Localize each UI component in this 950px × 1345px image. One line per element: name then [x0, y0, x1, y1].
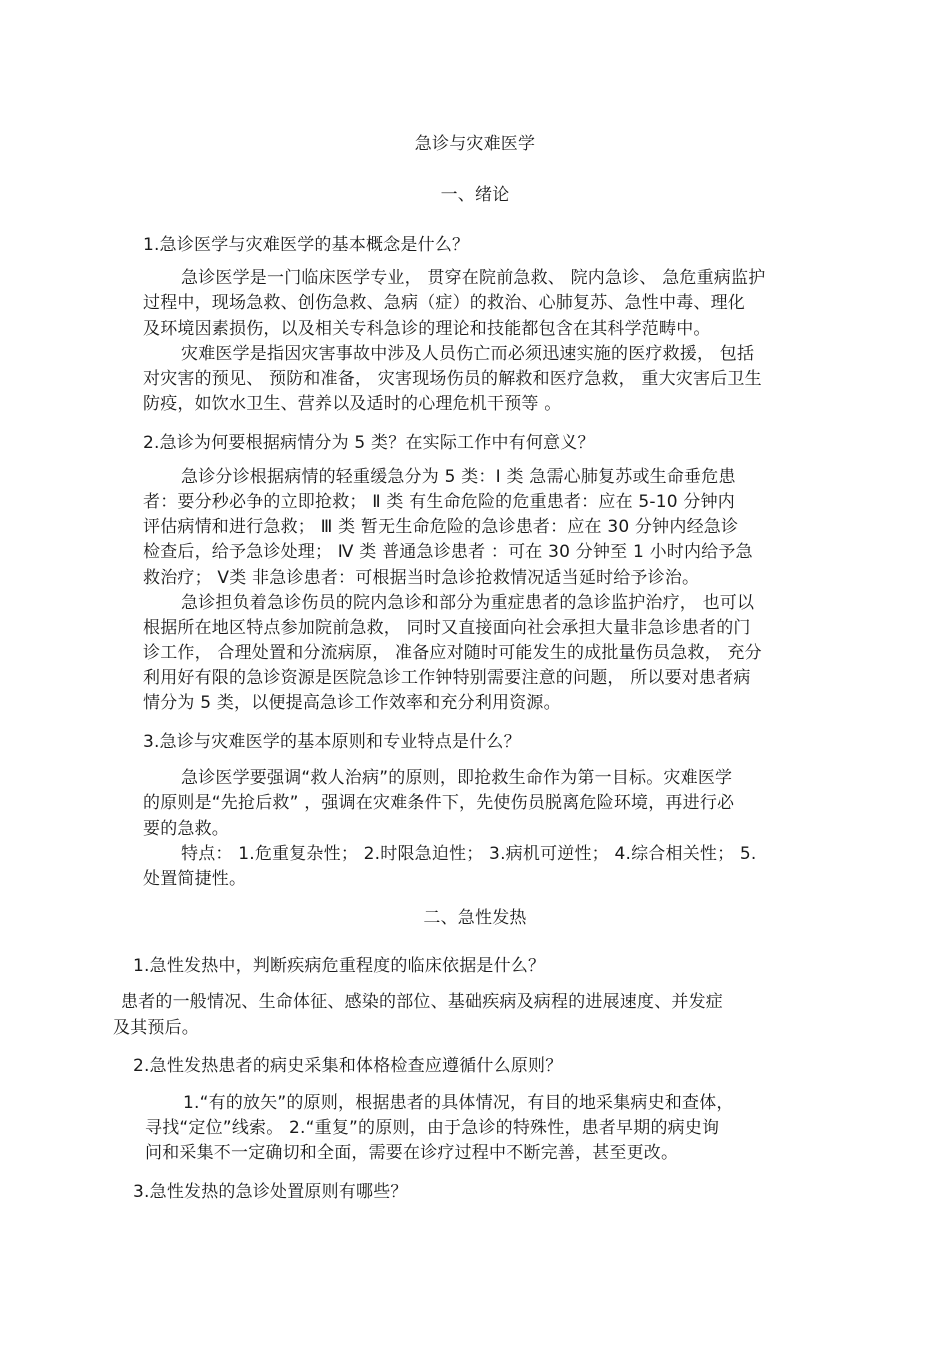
- paragraph-line: 患者的一般情况、生命体征、感染的部位、基础疾病及病程的进展速度、并发症: [121, 992, 723, 1012]
- paragraph-line: 问和采集不一定确切和全面，需要在诊疗过程中不断完善，甚至更改。: [145, 1143, 679, 1163]
- paragraph-line: 及其预后。: [113, 1018, 199, 1038]
- paragraph-line: 过程中，现场急救、创伤急救、急病（症）的救治、心肺复苏、急性中毒、理化: [143, 293, 745, 313]
- paragraph-line: 情分为 5 类，以便提高急诊工作效率和充分利用资源。: [143, 693, 561, 713]
- section-heading: 一、绪论: [440, 185, 510, 205]
- question-heading: 1.急诊医学与灾难医学的基本概念是什么？: [143, 235, 470, 255]
- doc-title: 急诊与灾难医学: [414, 134, 536, 154]
- paragraph-line: 检查后，给予急诊处理； Ⅳ 类 普通急诊患者 ：可在 30 分钟至 1 小时内给予急: [143, 542, 753, 562]
- question-heading: 2.急性发热患者的病史采集和体格检查应遵循什么原则？: [133, 1056, 563, 1076]
- paragraph-line: 急诊担负着急诊伤员的院内急诊和部分为重症患者的急诊监护治疗， 也可以: [181, 593, 755, 613]
- paragraph-line: 及环境因素损伤，以及相关专科急诊的理论和技能都包含在其科学范畴中。: [143, 319, 711, 339]
- question-heading: 3.急诊与灾难医学的基本原则和专业特点是什么？: [143, 732, 521, 752]
- paragraph-line: 要的急救。: [143, 819, 229, 839]
- paragraph-line: 灾难医学是指因灾害事故中涉及人员伤亡而必须迅速实施的医疗救援， 包括: [181, 344, 755, 364]
- question-heading: 3.急性发热的急诊处置原则有哪些？: [133, 1182, 408, 1202]
- paragraph-line: 寻找“定位”线索。 2.“重复”的原则，由于急诊的特殊性，患者早期的病史询: [145, 1118, 720, 1138]
- paragraph-line: 评估病情和进行急救； Ⅲ 类 暂无生命危险的急诊患者：应在 30 分钟内经急诊: [143, 517, 739, 537]
- paragraph-line: 急诊医学要强调“救人治病”的原则，即抢救生命作为第一目标。灾难医学: [181, 768, 733, 788]
- paragraph-line: 根据所在地区特点参加院前急救， 同时又直接面向社会承担大量非急诊患者的门: [143, 618, 751, 638]
- paragraph-line: 利用好有限的急诊资源是医院急诊工作钟特别需要注意的问题， 所以要对患者病: [143, 668, 751, 688]
- paragraph-line: 诊工作， 合理处置和分流病原， 准备应对随时可能发生的成批量伤员急救， 充分: [143, 643, 762, 663]
- paragraph-line: 特点： 1.危重复杂性； 2.时限急迫性； 3.病机可逆性； 4.综合相关性； 5.: [181, 844, 757, 864]
- paragraph-line: 1.“有的放矢”的原则，根据患者的具体情况，有目的地采集病史和查体，: [183, 1093, 734, 1113]
- paragraph-line: 者：要分秒必争的立即抢救； Ⅱ 类 有生命危险的危重患者：应在 5-10 分钟内: [143, 492, 735, 512]
- paragraph-line: 急诊医学是一门临床医学专业， 贯穿在院前急救、 院内急诊、 急危重病监护: [181, 268, 766, 288]
- question-heading: 2.急诊为何要根据病情分为 5 类？在实际工作中有何意义？: [143, 433, 595, 453]
- section-heading: 二、急性发热: [423, 908, 527, 928]
- paragraph-line: 防疫，如饮水卫生、营养以及适时的心理危机干预等 。: [143, 394, 562, 414]
- paragraph-line: 急诊分诊根据病情的轻重缓急分为 5 类：Ⅰ 类 急需心肺复苏或生命垂危患: [181, 467, 736, 487]
- paragraph-line: 的原则是“先抢后救” ，强调在灾难条件下，先使伤员脱离危险环境，再进行必: [143, 793, 735, 813]
- paragraph-line: 救治疗； Ⅴ类 非急诊患者：可根据当时急诊抢救情况适当延时给予诊治。: [143, 568, 700, 588]
- question-heading: 1.急性发热中，判断疾病危重程度的临床依据是什么？: [133, 956, 546, 976]
- paragraph-line: 处置简捷性。: [143, 869, 247, 889]
- paragraph-line: 对灾害的预见、 预防和准备， 灾害现场伤员的解救和医疗急救， 重大灾害后卫生: [143, 369, 762, 389]
